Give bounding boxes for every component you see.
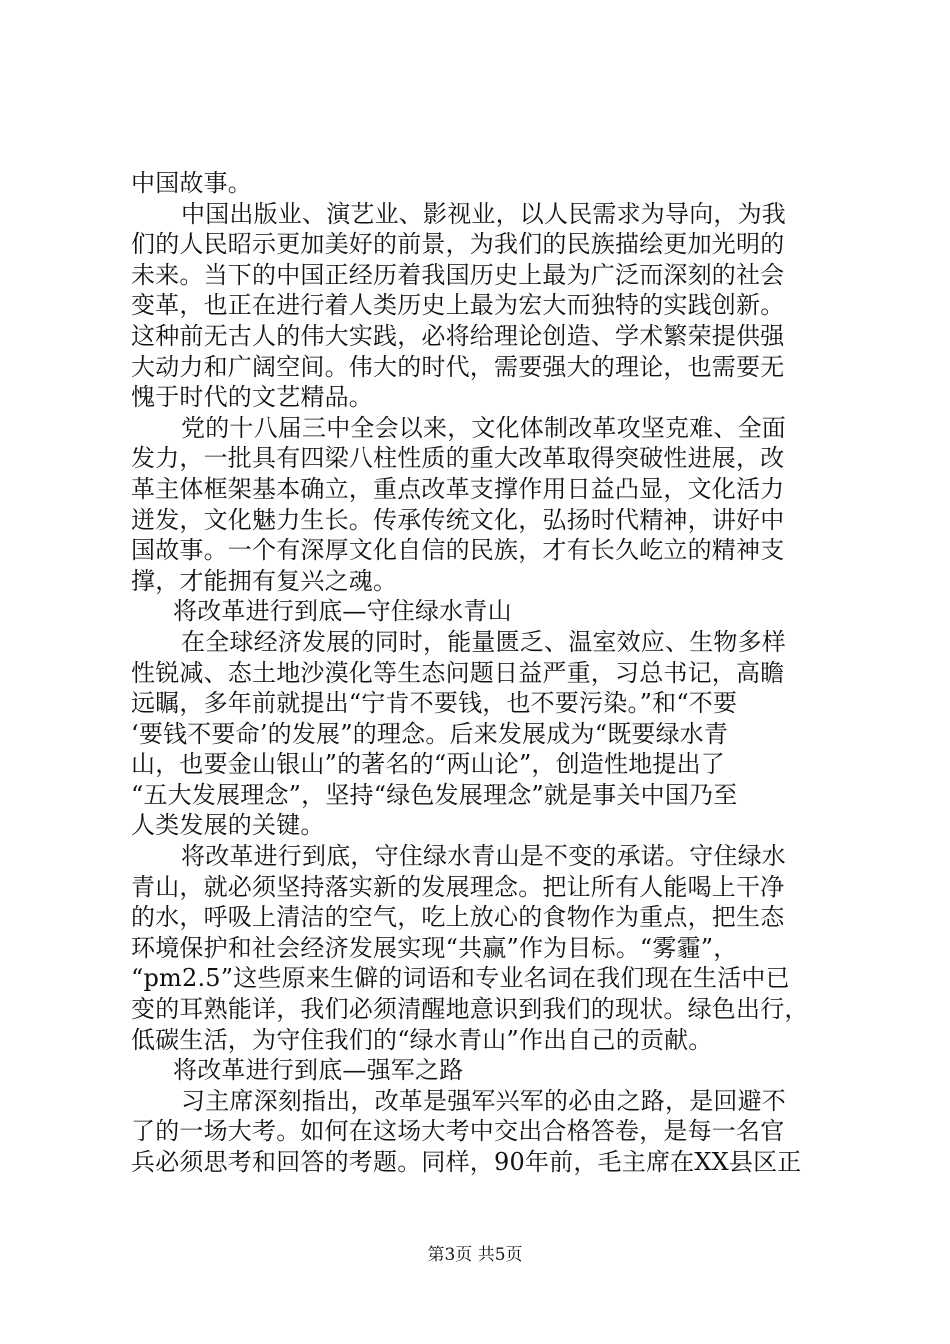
text-line: 山，也要金山银山”的著名的“两山论”，创造性地提出了 (131, 750, 726, 779)
text-line: 在全球经济发展的同时，能量匮乏、温室效应、生物多样 (181, 627, 786, 656)
text-line: 未来。当下的中国正经历着我国历史上最为广泛而深刻的社会 (131, 260, 785, 289)
text-line: ‘要钱不要命’的发展”的理念。后来发展成为“既要绿水青 (131, 719, 729, 748)
text-line: 将改革进行到底，守住绿水青山是不变的承诺。守住绿水 (181, 842, 786, 871)
document-body (131, 168, 831, 1178)
text-line: 性锐减、态土地沙漠化等生态问题日益严重，习总书记，高瞻 (131, 658, 785, 687)
text-line: 环境保护和社会经济发展实现“共赢”作为目标。“雾霾”， (131, 933, 738, 962)
text-line: 大动力和广阔空间。伟大的时代，需要强大的理论，也需要无 (131, 352, 785, 381)
text-line: 人类发展的关键。 (131, 811, 325, 840)
text-line: 这种前无古人的伟大实践，必将给理论创造、学术繁荣提供强 (131, 321, 785, 350)
text-line: 发力，一批具有四梁八柱性质的重大改革取得突破性进展，改 (131, 444, 785, 473)
text-line: 撑，才能拥有复兴之魂。 (131, 566, 398, 595)
page-footer: 第3页 共5页 (427, 1245, 523, 1265)
text-line: 国故事。一个有深厚文化自信的民族，才有长久屹立的精神支 (131, 536, 785, 565)
text-line: 低碳生活，为守住我们的“绿水青山”作出自己的贡献。 (131, 1025, 713, 1054)
section-heading: 将改革进行到底—守住绿水青山 (173, 597, 512, 626)
text-line: 远瞩，多年前就提出“宁肯不要钱，也不要污染。”和“不要 (131, 689, 738, 718)
text-line: 中国出版业、演艺业、影视业，以人民需求为导向，为我 (181, 199, 786, 228)
text-line: 兵必须思考和回答的考题。同样，90年前，毛主席在XX县区正 (131, 1148, 802, 1176)
text-line: 变革，也正在进行着人类历史上最为宏大而独特的实践创新。 (131, 291, 785, 320)
text-line: “五大发展理念”，坚持“绿色发展理念”就是事关中国乃至 (131, 780, 738, 809)
text-line: 习主席深刻指出，改革是强军兴军的必由之路，是回避不 (181, 1086, 786, 1115)
text-line: 们的人民昭示更加美好的前景，为我们的民族描绘更加光明的 (131, 230, 785, 259)
text-line: 愧于时代的文艺精品。 (131, 383, 373, 412)
text-line: 的水，呼吸上清洁的空气，吃上放心的食物作为重点，把生态 (131, 903, 785, 932)
text-line: “pm2.5”这些原来生僻的词语和专业名词在我们现在生活中已 (131, 964, 790, 993)
text-line: 变的耳熟能详，我们必须清醒地意识到我们的现状。绿色出行， (131, 995, 809, 1024)
text-line: 了的一场大考。如何在这场大考中交出合格答卷，是每一名官 (131, 1117, 785, 1146)
text-line: 中国故事。 (131, 169, 252, 197)
text-line: 青山，就必须坚持落实新的发展理念。把让所有人能喝上干净 (131, 872, 785, 901)
text-line: 党的十八届三中全会以来，文化体制改革攻坚克难、全面 (181, 413, 786, 442)
section-heading: 将改革进行到底—强军之路 (173, 1056, 464, 1085)
text-line: 革主体框架基本确立，重点改革支撑作用日益凸显，文化活力 (131, 474, 785, 503)
text-line: 迸发，文化魅力生长。传承传统文化，弘扬时代精神，讲好中 (131, 505, 785, 534)
